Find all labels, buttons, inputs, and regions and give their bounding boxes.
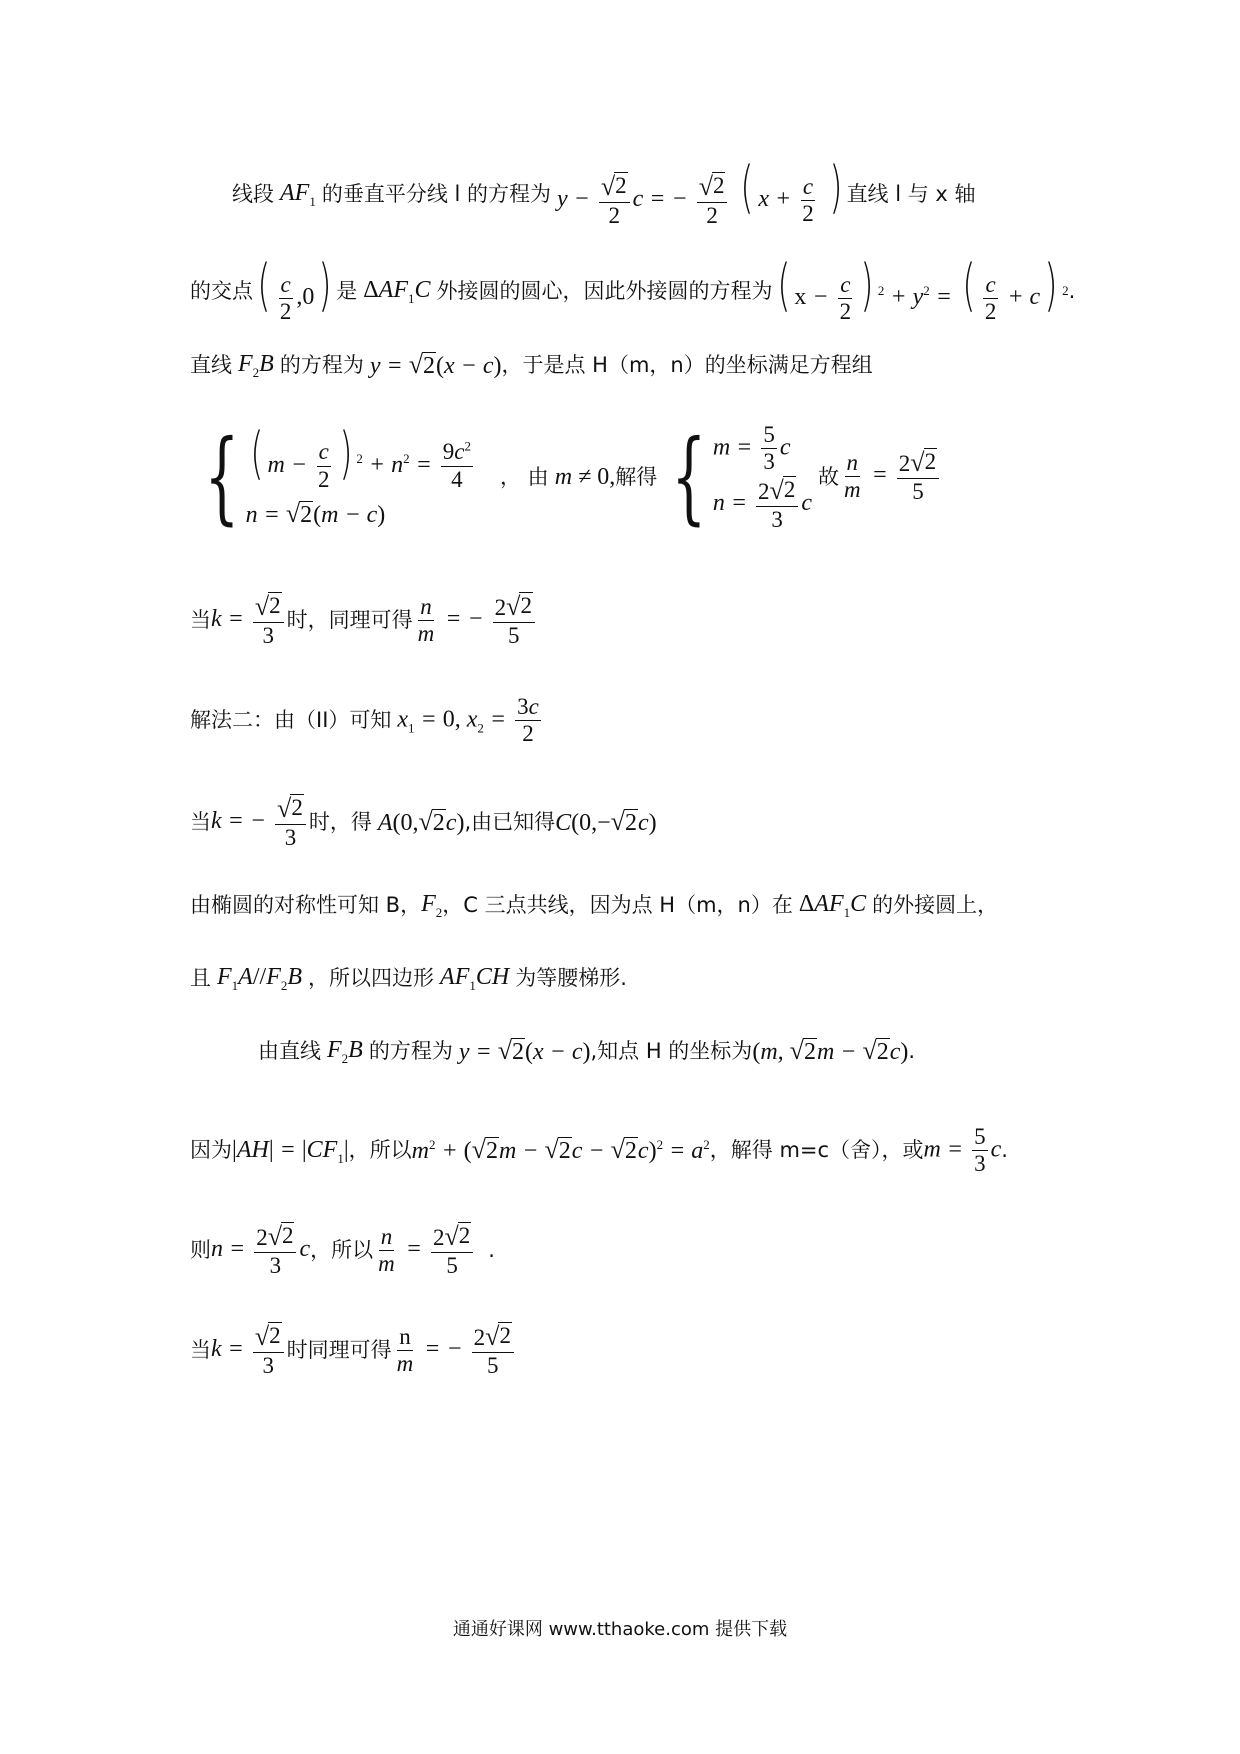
- math-abs-eq: $|AH| = |CF_1|$: [232, 1136, 349, 1166]
- math-f2b-2: $F_2B$: [321, 1037, 369, 1067]
- text: 时，得: [308, 810, 372, 835]
- math-quad: $AF_1CH$: [434, 964, 516, 993]
- math-k: k = √ 2 3: [211, 592, 287, 649]
- math-system-1: { ( m − $\frac{c}{2}$ ) $^2 + n^2$ = $\frac{9c^2}{4}$ n = √ 2 (m − c): [204, 418, 471, 535]
- text: 的外接圆上，: [872, 892, 999, 917]
- text: ，C 三点共线，因为点 H（m，n）在: [442, 892, 793, 917]
- text: 由直线: [258, 1039, 321, 1064]
- math-m-value: m = $\frac{5}{3}$ c: [923, 1124, 1002, 1177]
- page-footer: 通通好课网 www.tthaoke.com 提供下载: [452, 1619, 788, 1640]
- math-ratio-neg: $\frac{n}{m}$ = − 2 √ 2 5: [413, 592, 538, 649]
- text: .: [908, 1039, 916, 1064]
- text: 当: [190, 1338, 211, 1363]
- text: 的交点: [190, 279, 253, 304]
- math-point-c: C(0,− √ 2 c): [555, 806, 657, 836]
- line-4: [190, 418, 942, 535]
- text: ，所以: [310, 1238, 374, 1263]
- math-k-neg: k = − √ 2 3: [211, 794, 309, 851]
- math-point-a: A(0, √ 2 c): [371, 806, 465, 836]
- math-parallel: $F_1A//F_2B$: [211, 964, 309, 993]
- text: .: [488, 1238, 495, 1263]
- text: 是: [336, 279, 358, 304]
- text: .: [1068, 279, 1076, 304]
- math-line-eq: y = √ 2 (x − c): [363, 350, 502, 379]
- text: 故: [817, 464, 839, 489]
- math-n-value: n = 2 √ 2 3 c: [211, 1222, 311, 1278]
- line-13: [190, 1322, 517, 1379]
- text: 直线 l 与 x 轴: [846, 182, 976, 207]
- math-ratio-2: $\frac{n}{m}$ = 2 √ 2 5: [373, 1222, 476, 1279]
- math-ratio-neg-2: $\frac{n}{m}$ = − 2 √ 2 5: [392, 1322, 517, 1379]
- text: ，所以四边形: [308, 965, 435, 990]
- line-5: [190, 592, 538, 649]
- line-10: [258, 1038, 915, 1065]
- math-triangle-2: $\Delta AF_1C$: [798, 891, 873, 920]
- math-center-point: ( $\frac{c}{2}$ ,0): [257, 253, 332, 324]
- text: 因为: [190, 1138, 232, 1163]
- math-roots: $x_1 = 0$, $x_2$ = $\frac{3c}{2}$: [391, 694, 539, 747]
- line-1: [232, 155, 976, 229]
- math-m-neq-0: m ≠ 0,: [548, 464, 616, 490]
- text: ，所以: [348, 1138, 412, 1163]
- text: .: [1001, 1138, 1008, 1163]
- text: 线段: [232, 182, 274, 207]
- text: 由椭圆的对称性可知 B，: [190, 892, 422, 917]
- text: 的方程为: [279, 353, 364, 378]
- text: 当: [190, 810, 211, 835]
- text: 为等腰梯形.: [515, 965, 627, 990]
- math-line-eq-2: y = √ 2 (x − c): [452, 1036, 591, 1065]
- text: 时同理可得: [286, 1338, 392, 1363]
- math-point-h: (m, √ 2 m − √ 2 c): [752, 1036, 909, 1065]
- text: 且: [190, 965, 211, 990]
- text: 时，同理可得: [286, 608, 413, 633]
- text: 外接圆的圆心，因此外接圆的方程为: [436, 279, 773, 304]
- text: 直线: [190, 353, 232, 378]
- text: 则: [190, 1238, 211, 1263]
- math-f2: $F_2$: [421, 891, 443, 920]
- text: 解得: [615, 464, 658, 489]
- text: 解法二：由（II）可知: [190, 708, 392, 733]
- text: ，于是点 H（m，n）的坐标满足方程组: [501, 353, 873, 378]
- math-distance-eq: $m^2$ + ( √ 2 m − √ 2 c − √ 2 $c)^2 = a^2$: [411, 1135, 710, 1165]
- math-system-2: { m = $\frac{5}{3}$ c n = 2 √ 2 3 c: [671, 418, 812, 535]
- math-circle-eq: ( x − $\frac{c}{2}$ ) $^2 + y^2$ = ( $\frac{c}{2}$ + c) $^2$: [776, 253, 1069, 324]
- line-2: [190, 253, 1076, 325]
- text: ，解得 m=c（舍），或: [709, 1138, 924, 1163]
- text: 的方程为: [368, 1039, 453, 1064]
- line-7: [190, 794, 657, 851]
- text: 当: [190, 608, 211, 633]
- math-k-2: k = √ 2 3: [211, 1322, 287, 1379]
- line-8: [190, 892, 998, 919]
- math-eq-perp-bisector: y − √ 2 2 c = − √ 2 2 ( x + $\frac{c}{2}$ ): [551, 155, 843, 228]
- text: ,知点 H 的坐标为: [590, 1039, 753, 1064]
- line-9: [190, 965, 627, 992]
- math-triangle: $\Delta AF_1C$: [363, 277, 437, 307]
- math-af1: $AF_1$: [274, 180, 316, 209]
- math-ratio: $\frac{n}{m}$ = 2 √ 2 5: [839, 448, 942, 505]
- line-12: [190, 1222, 495, 1279]
- text: ,由已知得: [464, 810, 556, 835]
- text: ， 由: [500, 464, 549, 489]
- text: 的垂直平分线 l 的方程为: [321, 182, 552, 207]
- line-3: [190, 352, 873, 379]
- math-f2b: $F_2B$: [232, 351, 280, 381]
- line-11: [190, 1124, 1008, 1178]
- line-6: [190, 694, 544, 748]
